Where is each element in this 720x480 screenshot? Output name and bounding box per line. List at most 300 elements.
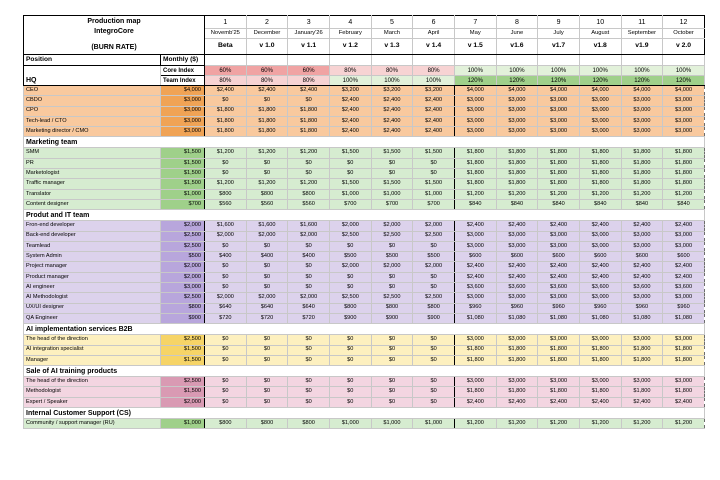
monthly-value: $2,000 [161,397,205,407]
month-value: $2,000 [371,262,413,272]
table-row [24,189,705,199]
month-value: $2,400 [538,397,580,407]
hq-label-spacer [24,66,161,76]
month-value: $2,000 [205,231,247,241]
title-line-2: IntegroCore [94,28,134,36]
month-value: $3,000 [538,377,580,387]
position-name: Marketologist [24,169,161,179]
position-name: Content designer [24,199,161,209]
month-value: $3,000 [538,106,580,116]
month-value: $0 [246,283,288,293]
month-value: $1,800 [663,345,705,355]
team-index-cell: 120% [496,76,538,86]
month-value: $400 [246,252,288,262]
table-row [24,283,705,293]
month-value: $600 [579,252,621,262]
monthly-value: $800 [161,303,205,313]
month-value: $3,000 [454,127,496,137]
month-value: $0 [288,355,330,365]
month-value: $0 [413,387,455,397]
version-label: v1.6 [496,39,538,55]
table-row [24,313,705,323]
month-value: $1,800 [621,169,663,179]
monthly-value: $1,000 [161,189,205,199]
month-value: $800 [329,303,371,313]
month-value: $2,400 [454,262,496,272]
month-value: $1,200 [205,179,247,189]
month-value: $1,800 [246,116,288,126]
month-value: $2,500 [371,231,413,241]
month-value: $1,800 [454,148,496,158]
month-name: February [329,29,371,39]
month-number: 6 [413,16,455,29]
month-value: $3,000 [579,127,621,137]
month-value: $500 [329,252,371,262]
month-value: $3,000 [496,127,538,137]
month-value: $1,800 [538,169,580,179]
table-row [24,355,705,365]
month-value: $3,000 [454,106,496,116]
month-value: $1,800 [205,106,247,116]
month-value: $0 [371,377,413,387]
month-value: $3,000 [621,241,663,251]
month-value: $600 [538,252,580,262]
monthly-value: $4,000 [161,86,205,96]
month-value: $3,000 [579,96,621,106]
position-name: QA Engineer [24,313,161,323]
month-value: $0 [288,169,330,179]
version-label: v 1.0 [246,39,288,55]
month-value: $800 [246,189,288,199]
month-value: $3,000 [496,96,538,106]
month-value: $800 [246,419,288,429]
month-value: $3,000 [538,335,580,345]
month-value: $900 [413,313,455,323]
month-value: $0 [246,158,288,168]
month-value: $3,000 [579,293,621,303]
month-value: $1,080 [579,313,621,323]
month-value: $3,000 [454,96,496,106]
month-name: December [246,29,288,39]
month-value: $1,200 [663,419,705,429]
monthly-value: $3,000 [161,127,205,137]
position-name: Project manager [24,262,161,272]
month-value: $1,800 [288,116,330,126]
month-value: $2,400 [413,96,455,106]
month-value: $2,000 [413,262,455,272]
month-value: $0 [329,397,371,407]
month-value: $0 [205,272,247,282]
month-number: 1 [205,16,247,29]
month-value: $2,400 [663,221,705,231]
team-index-cell: 80% [246,76,288,86]
month-value: $0 [288,345,330,355]
month-value: $0 [329,355,371,365]
month-value: $1,200 [663,189,705,199]
monthly-value: $3,000 [161,283,205,293]
month-value: $3,000 [454,231,496,241]
month-value: $0 [246,96,288,106]
month-value: $2,500 [329,293,371,303]
month-value: $0 [371,387,413,397]
month-value: $3,000 [538,241,580,251]
month-number: 2 [246,16,288,29]
month-value: $2,400 [538,262,580,272]
month-value: $3,000 [579,335,621,345]
table-row [24,96,705,106]
month-value: $0 [288,283,330,293]
month-value: $3,000 [663,96,705,106]
position-name: Marketing director / CMO [24,127,161,137]
month-value: $1,200 [538,419,580,429]
burn-rate-table [23,15,705,429]
month-value: $3,600 [579,283,621,293]
section-title: AI implementation services B2B [24,324,705,335]
month-value: $1,800 [663,169,705,179]
version-label: v1.7 [538,39,580,55]
table-row [24,86,705,96]
month-value: $2,400 [413,127,455,137]
monthly-value: $3,000 [161,106,205,116]
month-value: $840 [579,199,621,209]
month-value: $720 [246,313,288,323]
month-value: $1,600 [205,221,247,231]
month-value: $960 [454,303,496,313]
month-value: $900 [371,313,413,323]
month-value: $3,000 [663,377,705,387]
monthly-value: $2,000 [161,221,205,231]
month-value: $2,500 [413,231,455,241]
month-value: $560 [205,199,247,209]
month-value: $1,800 [496,169,538,179]
table-row [24,335,705,345]
month-value: $2,400 [454,397,496,407]
version-label: v 1.5 [454,39,496,55]
table-row [24,116,705,126]
monthly-value: $2,000 [161,272,205,282]
month-name: March [371,29,413,39]
month-value: $500 [371,252,413,262]
month-value: $2,400 [454,272,496,282]
table-row [24,397,705,407]
month-value: $3,000 [663,241,705,251]
month-value: $0 [413,241,455,251]
core-index-cell: 100% [579,66,621,76]
month-value: $0 [205,345,247,355]
section-title: Sale of AI training products [24,366,705,377]
position-name: PR [24,158,161,168]
month-value: $0 [413,283,455,293]
month-value: $0 [205,355,247,365]
month-value: $0 [288,241,330,251]
month-value: $1,800 [621,148,663,158]
month-value: $3,600 [621,283,663,293]
month-value: $2,400 [538,272,580,282]
version-label: v1.8 [579,39,621,55]
month-value: $3,000 [538,293,580,303]
month-value: $1,200 [496,419,538,429]
month-value: $0 [329,345,371,355]
position-name: System Admin [24,252,161,262]
monthly-value: $1,500 [161,169,205,179]
month-name: June [496,29,538,39]
position-header: Position [24,55,161,66]
month-value: $1,800 [496,387,538,397]
month-value: $1,600 [288,221,330,231]
month-value: $2,000 [288,293,330,303]
month-value: $0 [329,387,371,397]
month-value: $1,800 [621,345,663,355]
empty-header-cell [288,55,330,66]
core-index-cell: 80% [413,66,455,76]
month-value: $3,600 [454,283,496,293]
month-value: $800 [288,419,330,429]
month-value: $0 [246,169,288,179]
month-value: $3,000 [454,335,496,345]
month-value: $2,400 [329,106,371,116]
month-value: $3,000 [454,241,496,251]
month-value: $0 [371,272,413,282]
month-value: $600 [496,252,538,262]
team-index-cell: 120% [538,76,580,86]
month-value: $2,400 [329,116,371,126]
month-value: $3,000 [579,241,621,251]
month-value: $1,800 [496,148,538,158]
month-value: $4,000 [496,86,538,96]
title-line-1: Production map [87,18,141,26]
month-value: $3,000 [496,116,538,126]
empty-header-cell [205,55,247,66]
month-value: $0 [288,387,330,397]
month-number: 3 [288,16,330,29]
month-value: $3,000 [663,293,705,303]
table-row [24,231,705,241]
month-value: $3,000 [579,106,621,116]
core-index-label: Core Index [161,66,205,76]
month-value: $0 [413,397,455,407]
month-value: $1,800 [579,169,621,179]
position-name: SMM [24,148,161,158]
month-value: $840 [621,199,663,209]
month-value: $1,800 [579,148,621,158]
month-value: $0 [205,397,247,407]
team-index-cell: 120% [454,76,496,86]
month-value: $0 [246,262,288,272]
month-value: $0 [371,169,413,179]
month-value: $0 [205,335,247,345]
team-index-cell: 80% [205,76,247,86]
table-row [24,199,705,209]
month-value: $2,400 [621,397,663,407]
month-value: $0 [413,169,455,179]
month-value: $2,400 [663,397,705,407]
month-value: $640 [205,303,247,313]
month-value: $3,600 [663,283,705,293]
team-index-label: Team Index [161,76,205,86]
monthly-value: $1,500 [161,345,205,355]
empty-header-cell [621,55,663,66]
month-value: $2,000 [329,262,371,272]
core-index-cell: 100% [538,66,580,76]
month-value: $0 [413,355,455,365]
section-title: Internal Customer Support (CS) [24,408,705,419]
month-number: 4 [329,16,371,29]
month-name: Novemb'25 [205,29,247,39]
table-row [24,345,705,355]
position-name: AI engineer [24,283,161,293]
month-value: $1,200 [246,148,288,158]
month-value: $2,400 [371,127,413,137]
month-value: $4,000 [454,86,496,96]
month-value: $800 [288,189,330,199]
position-name: Expert / Speaker [24,397,161,407]
month-value: $1,500 [371,179,413,189]
month-value: $1,800 [496,355,538,365]
month-value: $1,800 [538,345,580,355]
month-value: $2,000 [205,293,247,303]
month-value: $2,400 [621,221,663,231]
position-name: Community / support manager (RU) [24,419,161,429]
month-value: $0 [288,335,330,345]
position-name: Back-end developer [24,231,161,241]
version-label: v1.9 [621,39,663,55]
month-value: $2,400 [371,106,413,116]
version-label: v 2.0 [663,39,705,55]
month-value: $0 [413,377,455,387]
empty-header-cell [329,55,371,66]
month-number: 8 [496,16,538,29]
team-index-cell: 80% [288,76,330,86]
month-value: $1,800 [246,106,288,116]
month-value: $1,800 [288,106,330,116]
month-name: April [413,29,455,39]
spreadsheet [23,15,704,429]
monthly-value: $2,000 [161,262,205,272]
team-index-cell: 120% [579,76,621,86]
table-row [24,377,705,387]
table-row [24,272,705,282]
month-value: $1,000 [329,419,371,429]
monthly-value: $2,500 [161,241,205,251]
month-value: $0 [205,169,247,179]
month-value: $0 [205,283,247,293]
core-index-cell: 100% [454,66,496,76]
empty-header-cell [246,55,288,66]
month-value: $1,800 [663,179,705,189]
month-value: $3,000 [663,231,705,241]
month-value: $0 [246,272,288,282]
month-value: $3,200 [329,86,371,96]
month-value: $1,000 [371,419,413,429]
month-value: $720 [288,313,330,323]
version-label: v 1.1 [288,39,330,55]
month-name: January'26 [288,29,330,39]
team-index-cell: 100% [329,76,371,86]
monthly-value: $1,500 [161,179,205,189]
month-value: $3,000 [496,241,538,251]
table-row [24,106,705,116]
month-value: $2,400 [329,96,371,106]
month-name: October [663,29,705,39]
table-row [24,303,705,313]
month-value: $1,800 [538,158,580,168]
core-index-cell: 60% [288,66,330,76]
month-value: $3,000 [579,377,621,387]
month-value: $2,400 [496,272,538,282]
monthly-value: $3,000 [161,96,205,106]
month-value: $2,400 [246,86,288,96]
month-value: $1,800 [621,158,663,168]
month-value: $960 [621,303,663,313]
month-value: $700 [329,199,371,209]
month-value: $1,000 [329,189,371,199]
month-value: $3,000 [496,335,538,345]
monthly-value: $2,500 [161,231,205,241]
month-value: $840 [663,199,705,209]
empty-header-cell [496,55,538,66]
month-value: $3,000 [621,377,663,387]
month-value: $0 [371,345,413,355]
month-value: $3,000 [496,377,538,387]
month-value: $1,800 [579,345,621,355]
month-value: $0 [371,241,413,251]
month-value: $3,000 [538,96,580,106]
month-value: $3,000 [663,127,705,137]
monthly-value: $1,500 [161,148,205,158]
month-value: $0 [246,335,288,345]
month-name: July [538,29,580,39]
month-value: $1,000 [413,419,455,429]
month-value: $0 [329,377,371,387]
month-value: $1,200 [454,189,496,199]
month-value: $0 [246,397,288,407]
month-value: $1,080 [454,313,496,323]
table-row [24,262,705,272]
core-index-cell: 60% [246,66,288,76]
month-value: $1,200 [496,189,538,199]
month-value: $1,080 [496,313,538,323]
month-value: $1,800 [205,116,247,126]
month-name: August [579,29,621,39]
position-name: The head of the direction [24,377,161,387]
month-value: $3,000 [621,231,663,241]
month-value: $700 [413,199,455,209]
monthly-header: Monthly ($) [161,55,205,66]
month-value: $2,400 [621,272,663,282]
month-value: $1,200 [579,189,621,199]
table-row [24,179,705,189]
table-row [24,241,705,251]
position-name: UX/UI designer [24,303,161,313]
month-value: $0 [205,241,247,251]
month-value: $0 [205,96,247,106]
month-value: $0 [246,345,288,355]
month-value: $960 [579,303,621,313]
month-value: $800 [413,303,455,313]
month-value: $0 [246,355,288,365]
month-value: $2,400 [413,106,455,116]
empty-header-cell [579,55,621,66]
team-index-cell: 120% [663,76,705,86]
month-value: $1,800 [454,179,496,189]
month-value: $0 [371,335,413,345]
month-value: $3,000 [579,116,621,126]
month-value: $2,400 [579,262,621,272]
month-value: $1,200 [454,419,496,429]
month-number: 9 [538,16,580,29]
month-value: $400 [205,252,247,262]
month-value: $2,400 [371,96,413,106]
